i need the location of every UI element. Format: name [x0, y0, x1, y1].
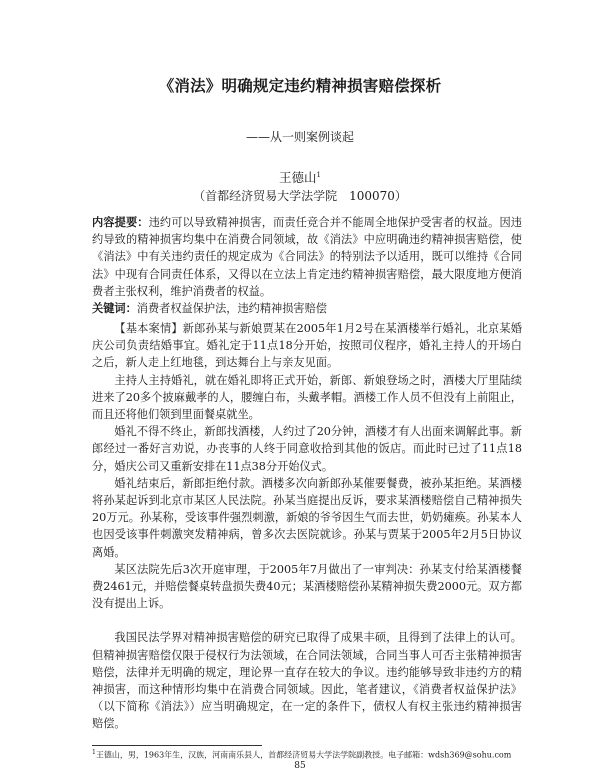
body-text — [92, 303, 522, 733]
case-paragraph: 婚礼结束后，新郎拒绝付款。酒楼多次向新郎孙某催要餐费，被孙某拒绝。某酒楼将孙某起诉到北京市某区人民法院。孙某当庭提出反诉，要求某酒楼赔偿自己精神损失20万元。孙某称，受该事件强烈刺激，新娘的爷爷因生气而去世，奶奶瘫痪。孙某本人也因受该事件刺激突发精神病，曾多次去医院就诊。孙某与贾某于2005年2月5日协议离婚。 — [92, 476, 522, 559]
keywords-label: 关键词： — [92, 302, 137, 316]
footnote — [92, 748, 532, 761]
article-subtitle: ——从一则案例谈起 — [245, 130, 354, 144]
footnote-text: 王德山，男，1963年生，汉族，河南南乐县人，首都经济贸易大学法学院副教授。电子邮箱：wdsh369@sohu.com — [95, 750, 512, 760]
footnote-divider — [92, 745, 262, 746]
author-line — [0, 168, 600, 186]
keywords-text: 消费者权益保护法，违约精神损害赔偿 — [136, 302, 327, 316]
case-paragraph: 某区法院先后3次开庭审理，于2005年7月做出了一审判决：孙某支付给某酒楼餐费2461元，并赔偿餐桌转盘损失费40元；某酒楼赔偿孙某精神损失费2000元。双方都没有提出上诉。 — [92, 562, 522, 611]
case-paragraph: 婚礼不得不终止，新郎找酒楼，人约过了20分钟，酒楼才有人出面来调解此事。新郎经过一番好言劝说，办丧事的人终于同意收拾到其他的饭店。而此时已过了11点18分，婚庆公司又重新安排在11点38分开始仪式。 — [92, 425, 522, 473]
discussion-paragraph: 我国民法学界对精神损害赔偿的研究已取得了成果丰硕，且得到了法律上的认可。但精神损害赔偿仅限于侵权行为法领域，在合同法领域，合同当事人可否主张精神损害赔偿，法律并无明确的规定，理论界一直存在较大的争议。违约能够导致非违约方的精神损害，而这种情形均集中在消费合同领域。因此，笔者建议，《消费者权益保护法》（以下简称《消法》）应当明确规定，在一定的条件下，债权人有权主张违约精神损害赔偿。 — [92, 631, 522, 731]
page-number: 85 — [294, 761, 306, 771]
case-paragraph: 【基本案情】新郎孙某与新娘贾某在2005年1月2号在某酒楼举行婚礼，北京某婚庆公司负责结婚事宜。婚礼定于11点18分开始，按照司仪程序，婚礼主持人的开场白之后，新人走上红地毯，到达舞台上与亲友见面。 — [92, 322, 522, 370]
author-name: 王德山 — [279, 170, 317, 185]
article-title: 《消法》明确规定违约精神损害赔偿探析 — [158, 77, 442, 95]
author-affiliation: （首都经济贸易大学法学院 100070） — [193, 189, 407, 203]
case-paragraph: 主持人主持婚礼，就在婚礼即将正式开始，新郎、新娘登场之时，酒楼大厅里陆续进来了20多个披麻戴孝的人，腰缠白布，头戴孝帽。酒楼工作人员不但没有上前阻止，而且还将他们领到里面餐桌就坐。 — [92, 373, 522, 422]
footnote-mark: 1 — [92, 749, 96, 756]
abstract-block — [92, 214, 522, 317]
abstract-text: 违约可以导致精神损害，而责任竞合并不能周全地保护受害者的权益。因违约导致的精神损害均集中在消费合同领域，故《消法》中应明确违约精神损害赔偿，使《消法》中有关违约责任的规定成为《合同法》的特别法予以适用，既可以维持《合同法》中现有合同责任体系，又得以在立法上肯定违约精神损害赔偿，最大限度地方便消费者主张权利，维护消费者的权益。 — [92, 216, 522, 298]
author-footnote-mark: 1 — [316, 170, 321, 179]
abstract-label: 内容提要： — [92, 216, 149, 229]
